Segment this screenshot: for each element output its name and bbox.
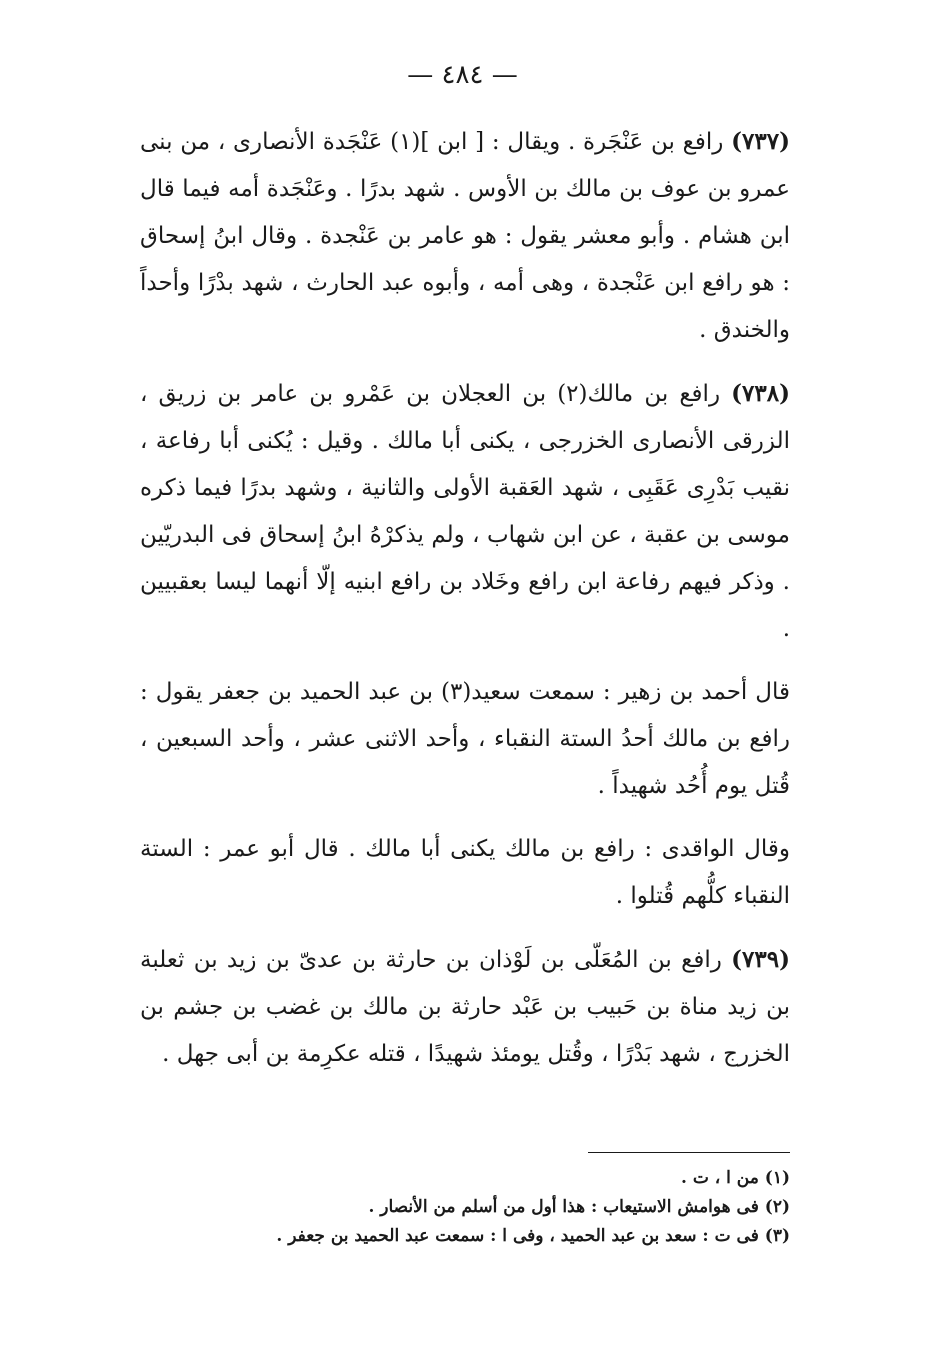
body-text	[140, 118, 790, 1094]
entry-number: (٧٣٩)	[731, 946, 790, 973]
page-number: — ٤٨٤ —	[407, 60, 518, 90]
entry-text: وقال الواقدى : رافع بن مالك يكنى أبا مالك . قال أبو عمر : الستة النقباء كلُّهم قُتلوا .	[140, 836, 790, 909]
entry-text: رافع بن مالك(٢) بن العجلان بن عَمْرو بن عامر بن زريق ، الزرقى الأنصارى الخزرجى ، يكنى أبا مالك . وقيل : يُكنى أبا رفاعة ، نقيب بَدْرِى عَقَبِى ، شهد العَقبة الأولى والثانية ، وشهد بدرًا فيما ذكره موسى بن عقبة ، عن ابن شهاب ، ولم يذكرْهُ ابنُ إسحاق فى البدريّين . وذكر فيهم رفاعة ابن رافع وخَلاد بن رافع ابنيه إلّا أنهما ليسا بعقبيين .	[140, 381, 790, 642]
footnote-2: (٢) فى هوامش الاستيعاب : هذا أول من أسلم من الأنصار .	[368, 1197, 790, 1217]
entry-text: قال أحمد بن زهير : سمعت سعيد(٣) بن عبد الحميد بن جعفر يقول : رافع بن مالك أحدُ الستة النقباء ، وأحد الاثنى عشر ، وأحد السبعين ، قُتل يوم أُحُد شهيداً .	[140, 679, 790, 799]
entry-739	[140, 936, 790, 1078]
footnote-3: (٣) فى ت : سعد بن عبد الحميد ، وفى ا : سمعت عبد الحميد بن جعفر .	[276, 1226, 790, 1246]
entry-738-paragraph-2	[140, 669, 790, 810]
entry-text: رافع بن المُعَلّى بن لَوْذان بن حارثة بن عدىّ بن زيد بن ثعلبة بن زيد مناة بن حَبيب بن عَبْد حارثة بن مالك بن غضب بن جشم بن الخزرج ، شهد بَدْرًا ، وقُتل يومئذ شهيدًا ، قتله عكرِمة بن أبى جهل .	[140, 947, 790, 1067]
footnote-1: (١) من ا ، ت .	[680, 1168, 790, 1188]
entry-738-paragraph-3	[140, 826, 790, 920]
entry-number: (٧٣٧)	[731, 128, 790, 155]
entry-number: (٧٣٨)	[731, 380, 790, 407]
entry-737	[140, 118, 790, 354]
footnote-divider	[588, 1152, 790, 1153]
entry-738	[140, 370, 790, 653]
entry-text: رافع بن عَنْجَرة . ويقال : [ ابن ](١) عَنْجَدة الأنصارى ، من بنى عمرو بن عوف بن مالك بن الأوس . شهد بدرًا . وعَنْجَدة أمه فيما قال ابن هشام . وأبو معشر يقول : هو عامر بن عَنْجدة . وقال ابنُ إسحاق : هو رافع ابن عَنْجدة ، وهى أمه ، وأبوه عبد الحارث ، شهد بدْرًا وأحداً والخندق .	[140, 129, 790, 343]
footnotes	[140, 1164, 790, 1251]
